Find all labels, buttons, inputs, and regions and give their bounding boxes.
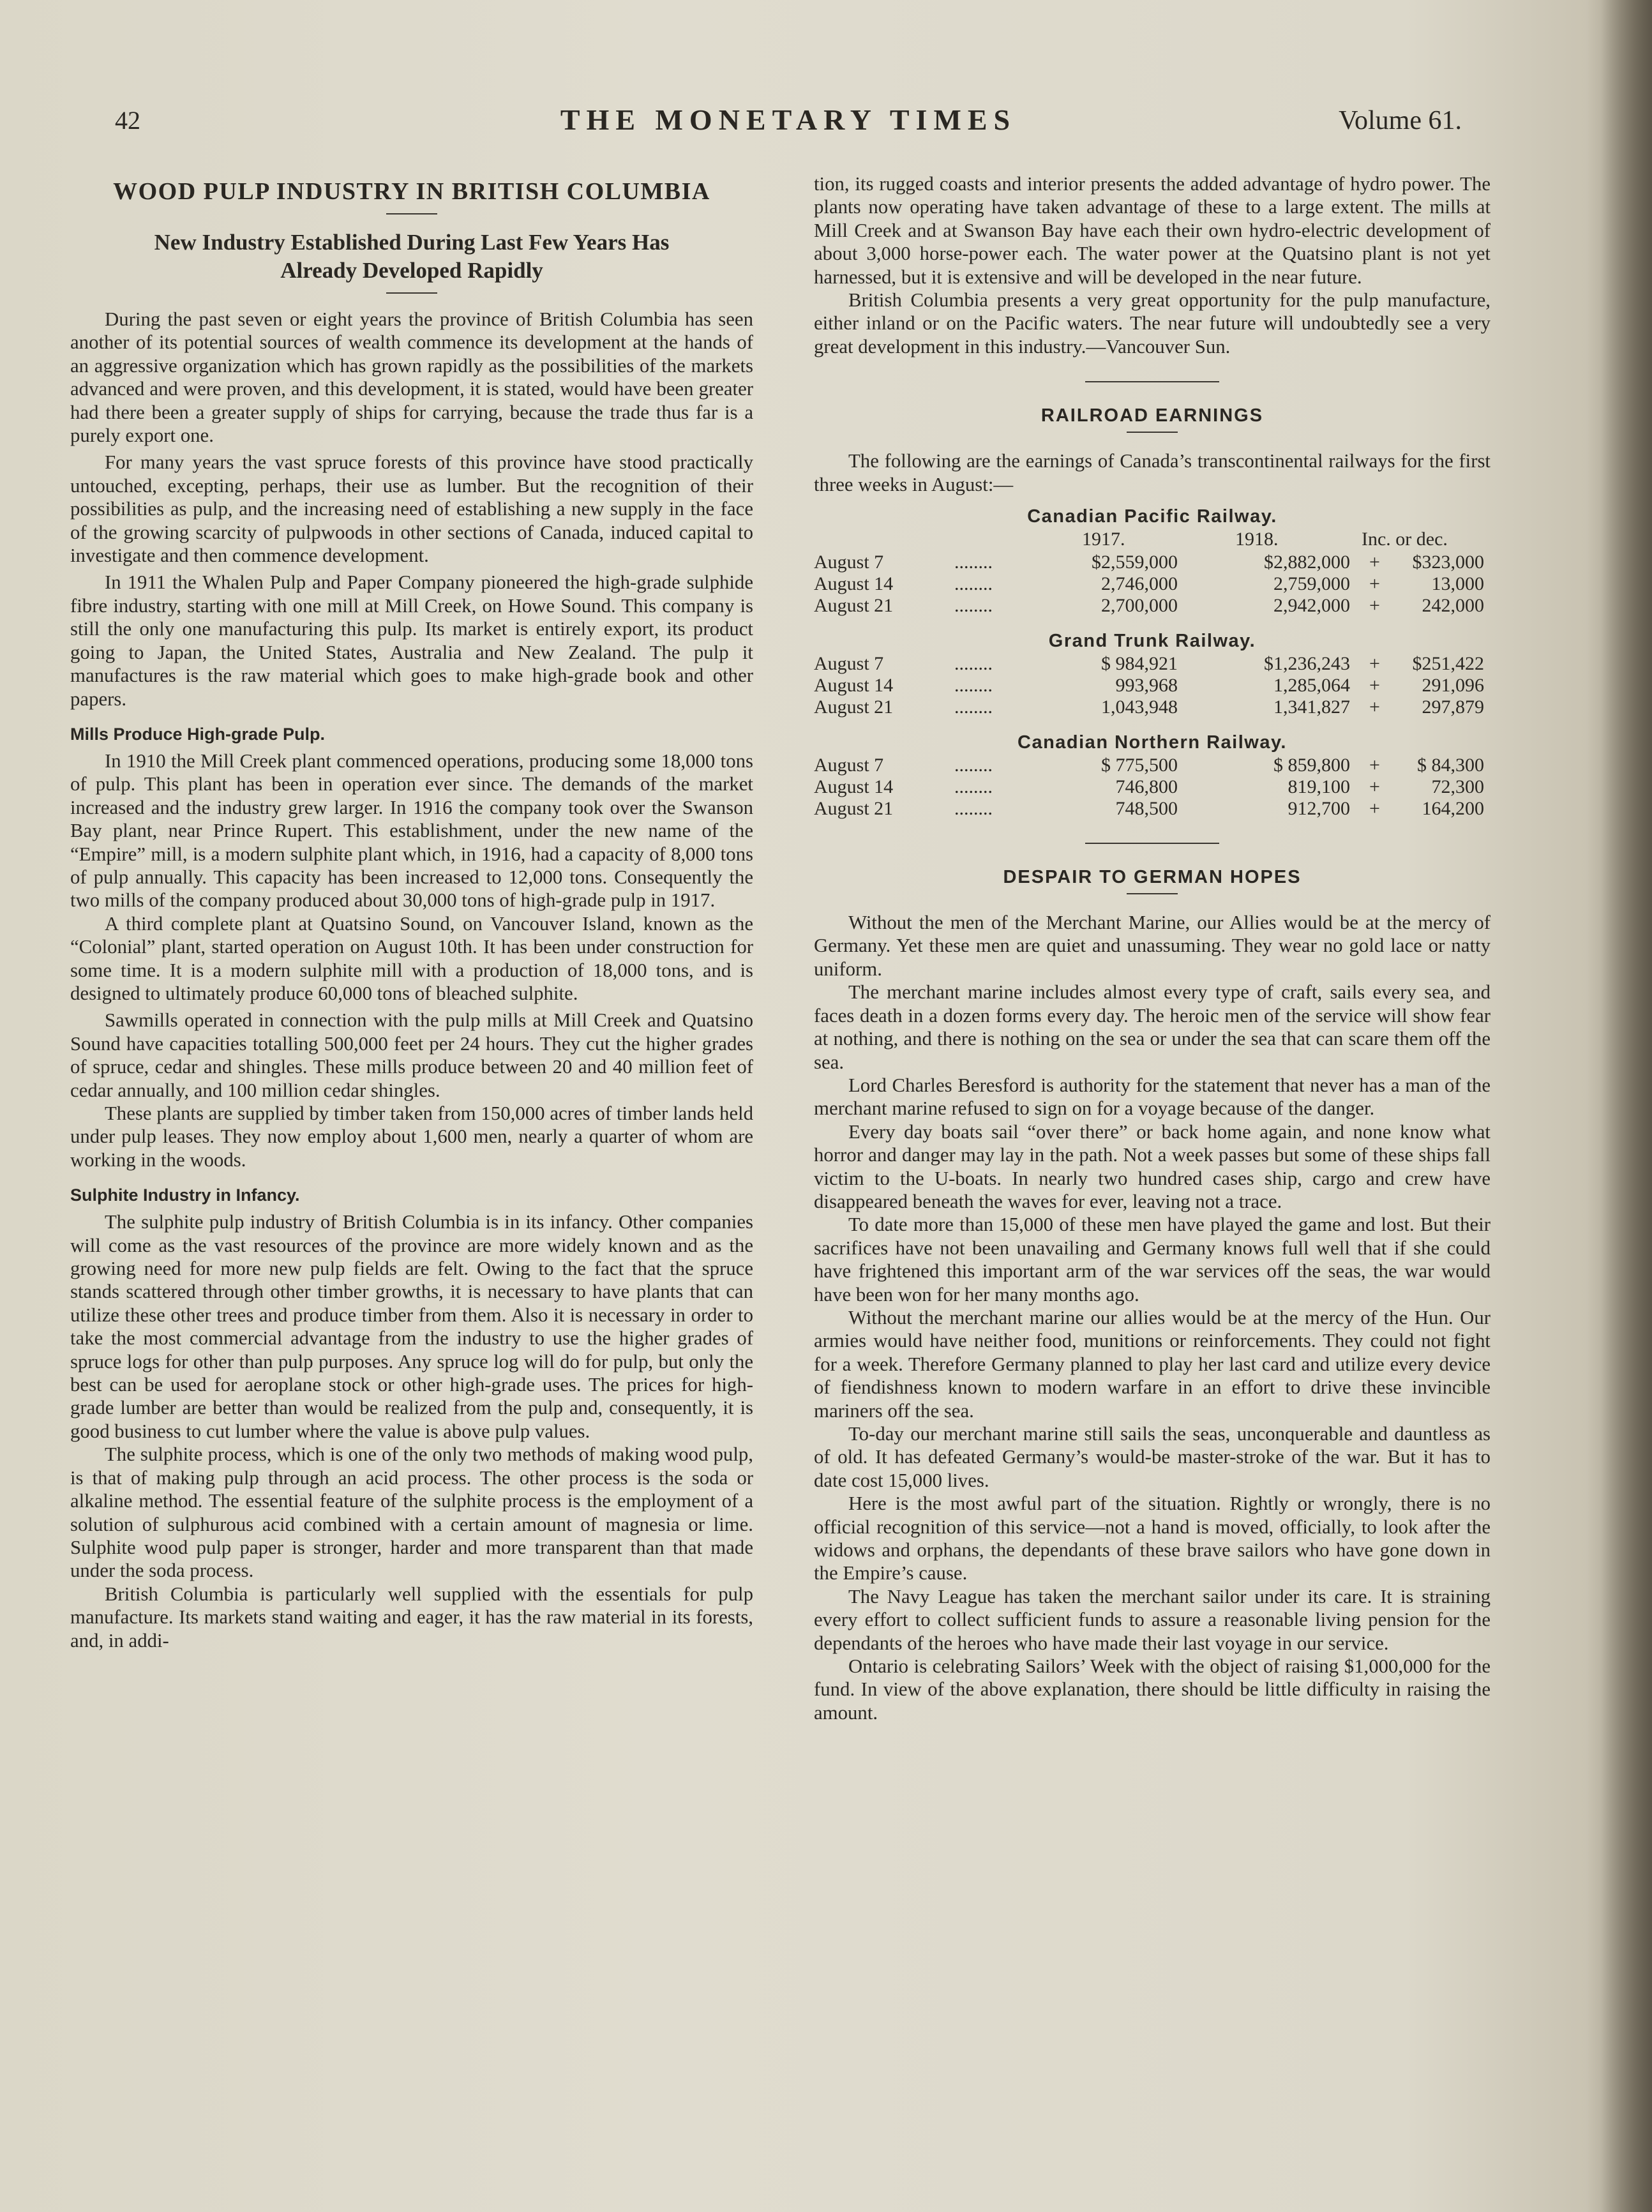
- despair-title: DESPAIR TO GERMAN HOPES: [1003, 867, 1302, 888]
- paragraph: The Navy League has taken the merchant sailor under its care. It is straining every effort to collect sufficient funds to assure a reasonable living pension for the dependants of the heroes who have made their last voyage in our service.: [814, 1585, 1491, 1654]
- month-cell: August 21: [814, 595, 894, 617]
- paragraph: Here is the most awful part of the situation. Rightly or wrongly, there is no official recognition of this service—not a hand is moved, officially, to look after the widows and orphans, the dependants of these brave sailors who have gone down in the Empire’s cause.: [814, 1493, 1491, 1584]
- table-row: [814, 798, 1491, 820]
- month-cell: August 14: [814, 675, 894, 696]
- table-row: [814, 675, 1491, 696]
- change-sign: +: [1369, 653, 1380, 675]
- paragraph: For many years the vast spruce forests of this province have stood practically untouched, excepting, perhaps, their use as lumber. But the recognition of their possibilities as pulp, and the increasing need of establishing a new supply in the face of the growing scarcity of pulpwoods in other sections of Canada, induced capital to investigate and then commence development.: [70, 451, 753, 567]
- paragraph: British Columbia presents a very great opportunity for the pulp manufacture, either inland or on the Pacific waters. The near future will undoubtedly see a very great development in this industry.—Vancouver Sun.: [814, 289, 1491, 357]
- value-1918: $1,236,243: [1264, 653, 1350, 675]
- page-number: 42: [115, 106, 140, 135]
- divider: [1127, 432, 1178, 433]
- month-cell: August 7: [814, 552, 884, 573]
- change-value: 164,200: [1422, 798, 1484, 820]
- paragraph: Sawmills operated in connection with the pulp mills at Mill Creek and Quatsino Sound have capacities totalling 500,000 feet per 24 hours. They cut the higher grades of spruce, cedar and shingles. These mills produce between 20 and 40 million feet of cedar annually, and 100 million cedar shingles.: [70, 1009, 753, 1101]
- change-sign: +: [1369, 755, 1380, 776]
- paragraph: In 1911 the Whalen Pulp and Paper Company pioneered the high-grade sulphide fibre industry, starting with one mill at Mill Creek, on Howe Sound. This company is still the only one manufacturing this pulp. Its market is entirely export, its product going to Japan, the United States, Australia and New Zealand. The pulp it manufactures is the raw material which goes to make high-grade book and other papers.: [70, 571, 753, 710]
- paragraph: These plants are supplied by timber taken from 150,000 acres of timber lands held under pulp leases. They now employ about 1,600 men, nearly a quarter of whom are working in the woods.: [70, 1102, 753, 1171]
- value-1917: $ 775,500: [1101, 755, 1178, 776]
- header-1918: 1918.: [1235, 529, 1279, 550]
- change-value: 13,000: [1431, 573, 1484, 595]
- section-heading-sulphite: Sulphite Industry in Infancy.: [70, 1185, 300, 1205]
- table-row: [814, 595, 1491, 617]
- divider: [386, 213, 437, 214]
- table-row: [814, 573, 1491, 595]
- change-value: 297,879: [1422, 696, 1484, 718]
- change-sign: +: [1369, 776, 1380, 798]
- change-sign: +: [1369, 573, 1380, 595]
- paragraph: To date more than 15,000 of these men have played the game and lost. But their sacrifices have not been unavailing and Germany knows full well that if she could have frightened this important arm of the war services off the seas, the war would have been won for her many months ago.: [814, 1214, 1491, 1305]
- paragraph: Every day boats sail “over there” or back home again, and none know what horror and danger may lay in the path. Not a week passes but some of these ships fall victim to the U-boats. In nearly two hundred cases ship, cargo and crew have disappeared beneath the waves for ever, leaving not a trace.: [814, 1120, 1491, 1212]
- volume-label: Volume 61.: [1339, 106, 1462, 135]
- change-sign: +: [1369, 798, 1380, 820]
- company-name: Canadian Northern Railway.: [1017, 732, 1287, 753]
- change-sign: +: [1369, 696, 1380, 718]
- section1-paragraphs: [70, 749, 753, 1171]
- intro-paragraphs: [70, 308, 753, 711]
- paragraph: A third complete plant at Quatsino Sound, on Vancouver Island, known as the “Colonial” plant, started operation on August 10th. It has been under construction for some time. It is a modern sulphite mill with a production of 18,000 tons, and is designed to ultimately produce 60,000 tons of bleached sulphite.: [70, 912, 753, 1004]
- table-row: [814, 776, 1491, 798]
- leader-dots: ........: [954, 798, 993, 820]
- month-cell: August 21: [814, 696, 894, 718]
- table-header-row: [814, 529, 1491, 552]
- paragraph: Without the men of the Merchant Marine, our Allies would be at the mercy of Germany. Yet these men are quiet and unassuming. They wear no gold lace or natty uniform.: [814, 912, 1491, 980]
- paragraph: To-day our merchant marine still sails the seas, unconquerable and dauntless as of old. It has defeated Germany’s would-be master-stroke of the war. But it has to date cost 15,000 lives.: [814, 1423, 1491, 1491]
- value-1917: 2,700,000: [1101, 595, 1178, 617]
- value-1917: $2,559,000: [1092, 552, 1178, 573]
- change-value: $323,000: [1412, 552, 1484, 573]
- change-value: $251,422: [1412, 653, 1484, 675]
- header-inc-dec: Inc. or dec.: [1362, 529, 1448, 550]
- continued-paragraphs: [814, 172, 1491, 358]
- change-value: 291,096: [1422, 675, 1484, 696]
- value-1918: $2,882,000: [1264, 552, 1350, 573]
- table-row: [814, 696, 1491, 718]
- table-row: [814, 653, 1491, 675]
- paragraph: In 1910 the Mill Creek plant commenced operations, producing some 18,000 tons of pulp. This plant has been in operation ever since. The demands of the market increased and the industry grew larger. In 1916 the company took over the Swanson Bay plant, near Prince Rupert. This establishment, under the new name of the “Empire” mill, is a modern sulphite plant which, in 1916, had a capacity of 8,000 tons of pulp annually. This capacity has been increased to 12,000 tons. Consequently the two mills of the company produced about 30,000 tons of high-grade pulp in 1917.: [70, 749, 753, 912]
- paragraph: The sulphite pulp industry of British Columbia is in its infancy. Other companies will come as the vast resources of the province are more widely known and as the growing need for more new pulp fields are felt. Owing to the fact that the spruce stands scattered through other timber growths, it is necessary to have plants that can utilize these other trees and produce timber from them. Also it is necessary in order to take the most commercial advantage from the industry to use the higher grades of spruce logs for other than pulp purposes. Any spruce log will do for pulp, but only the best can be used for aeroplane stock or other high-grade uses. The prices for high-grade lumber are better than would be realized from the pulp and, consequently, it is good business to cut lumber where the value is above pulp values.: [70, 1211, 753, 1442]
- value-1918: 1,285,064: [1273, 675, 1350, 696]
- leader-dots: ........: [954, 573, 993, 595]
- section2-paragraphs: [70, 1210, 753, 1652]
- value-1918: 912,700: [1288, 798, 1350, 820]
- paragraph: During the past seven or eight years the province of British Columbia has seen another of its potential sources of wealth commence its development at the hands of an aggressive organization which has grown rapidly as the possibilities of the markets advanced and were proven, and this development, it is stated, would have been greater had there been a greater supply of ships for carrying, because the trade thus far is a purely export one.: [70, 308, 753, 447]
- value-1917: 746,800: [1115, 776, 1178, 798]
- leader-dots: ........: [954, 776, 993, 798]
- leader-dots: ........: [954, 696, 993, 718]
- leader-dots: ........: [954, 755, 993, 776]
- change-sign: +: [1369, 595, 1380, 617]
- leader-dots: ........: [954, 552, 993, 573]
- leader-dots: ........: [954, 653, 993, 675]
- table-row: [814, 755, 1491, 776]
- header-1917: 1917.: [1082, 529, 1125, 550]
- section-heading-mills: Mills Produce High-grade Pulp.: [70, 724, 326, 744]
- change-value: $ 84,300: [1417, 755, 1484, 776]
- wood-pulp-title: WOOD PULP INDUSTRY IN BRITISH COLUMBIA: [113, 178, 710, 205]
- paragraph: tion, its rugged coasts and interior presents the added advantage of hydro power. The plants now operating have taken advantage of these to a large extent. The mills at Mill Creek and at Swanson Bay have each their own hydro-electric development of about 3,000 horse-power each. The water power at the Quatsino plant is not yet harnessed, but it is extensive and will be developed in the near future.: [814, 173, 1491, 288]
- company-name: Canadian Pacific Railway.: [1027, 506, 1277, 527]
- divider: [1085, 381, 1219, 382]
- month-cell: August 14: [814, 573, 894, 595]
- earnings-table: [814, 506, 1491, 820]
- month-cell: August 7: [814, 653, 884, 675]
- railroad-earnings-title: RAILROAD EARNINGS: [1040, 405, 1264, 426]
- paragraph: The merchant marine includes almost every type of craft, sails every sea, and faces death in a dozen forms every day. The heroic men of the service will show fear at nothing, and there is nothing on the sea or under the sea that can scare them off the sea.: [814, 981, 1491, 1073]
- divider: [386, 292, 437, 294]
- month-cell: August 7: [814, 755, 884, 776]
- page-header: [115, 105, 1462, 150]
- value-1917: 2,746,000: [1101, 573, 1178, 595]
- value-1917: 748,500: [1115, 798, 1178, 820]
- right-column: [814, 172, 1491, 1724]
- month-cell: August 21: [814, 798, 894, 820]
- value-1917: $ 984,921: [1101, 653, 1178, 675]
- divider: [1085, 843, 1219, 844]
- left-column: [70, 172, 753, 1652]
- wood-pulp-subtitle-2: Already Developed Rapidly: [280, 258, 543, 283]
- paragraph: The sulphite process, which is one of the only two methods of making wood pulp, is that of making pulp through an acid process. The other process is the soda or alkaline method. The essential feature of the sulphite process is the employment of a solution of sulphurous acid combined with a certain amount of magnesia or lime. Sulphite wood pulp paper is stronger, harder and more transparent than that made under the soda process.: [70, 1443, 753, 1582]
- change-value: 242,000: [1422, 595, 1484, 617]
- change-sign: +: [1369, 675, 1380, 696]
- paragraph: Ontario is celebrating Sailors’ Week with the object of raising $1,000,000 for the fund. In view of the above explanation, there should be little difficulty in raising the amount.: [814, 1655, 1491, 1724]
- paragraph: Lord Charles Beresford is authority for the statement that never has a man of the merchant marine refused to sign on for a voyage because of the danger.: [814, 1074, 1491, 1120]
- masthead: THE MONETARY TIMES: [560, 103, 1017, 136]
- value-1918: 2,942,000: [1273, 595, 1350, 617]
- change-sign: +: [1369, 552, 1380, 573]
- wood-pulp-subtitle-1: New Industry Established During Last Few Years Has: [154, 230, 670, 255]
- binding-shadow: [1601, 0, 1652, 2212]
- divider: [1127, 893, 1178, 894]
- leader-dots: ........: [954, 675, 993, 696]
- change-value: 72,300: [1431, 776, 1484, 798]
- despair-paragraphs: [814, 911, 1491, 1724]
- value-1918: $ 859,800: [1273, 755, 1350, 776]
- paragraph: British Columbia is particularly well supplied with the essentials for pulp manufacture. Its markets stand waiting and eager, it has the raw material in its forests, and, in addi-: [70, 1583, 753, 1651]
- leader-dots: ........: [954, 595, 993, 617]
- month-cell: August 14: [814, 776, 894, 798]
- paragraph: Without the merchant marine our allies would be at the mercy of the Hun. Our armies would have neither food, munitions or reinforcements. They could not fight for a week. Therefore Germany planned to play her last card and utilize every device of fiendishness known to modern warfare in an effort to drive these invincible mariners off the sea.: [814, 1306, 1491, 1422]
- company-name: Grand Trunk Railway.: [1048, 631, 1256, 652]
- table-row: [814, 552, 1491, 573]
- value-1917: 1,043,948: [1101, 696, 1178, 718]
- value-1918: 1,341,827: [1273, 696, 1350, 718]
- value-1918: 2,759,000: [1273, 573, 1350, 595]
- value-1917: 993,968: [1115, 675, 1178, 696]
- railroad-intro: The following are the earnings of Canada’s transcontinental railways for the first three weeks in August:—: [814, 450, 1491, 495]
- value-1918: 819,100: [1288, 776, 1350, 798]
